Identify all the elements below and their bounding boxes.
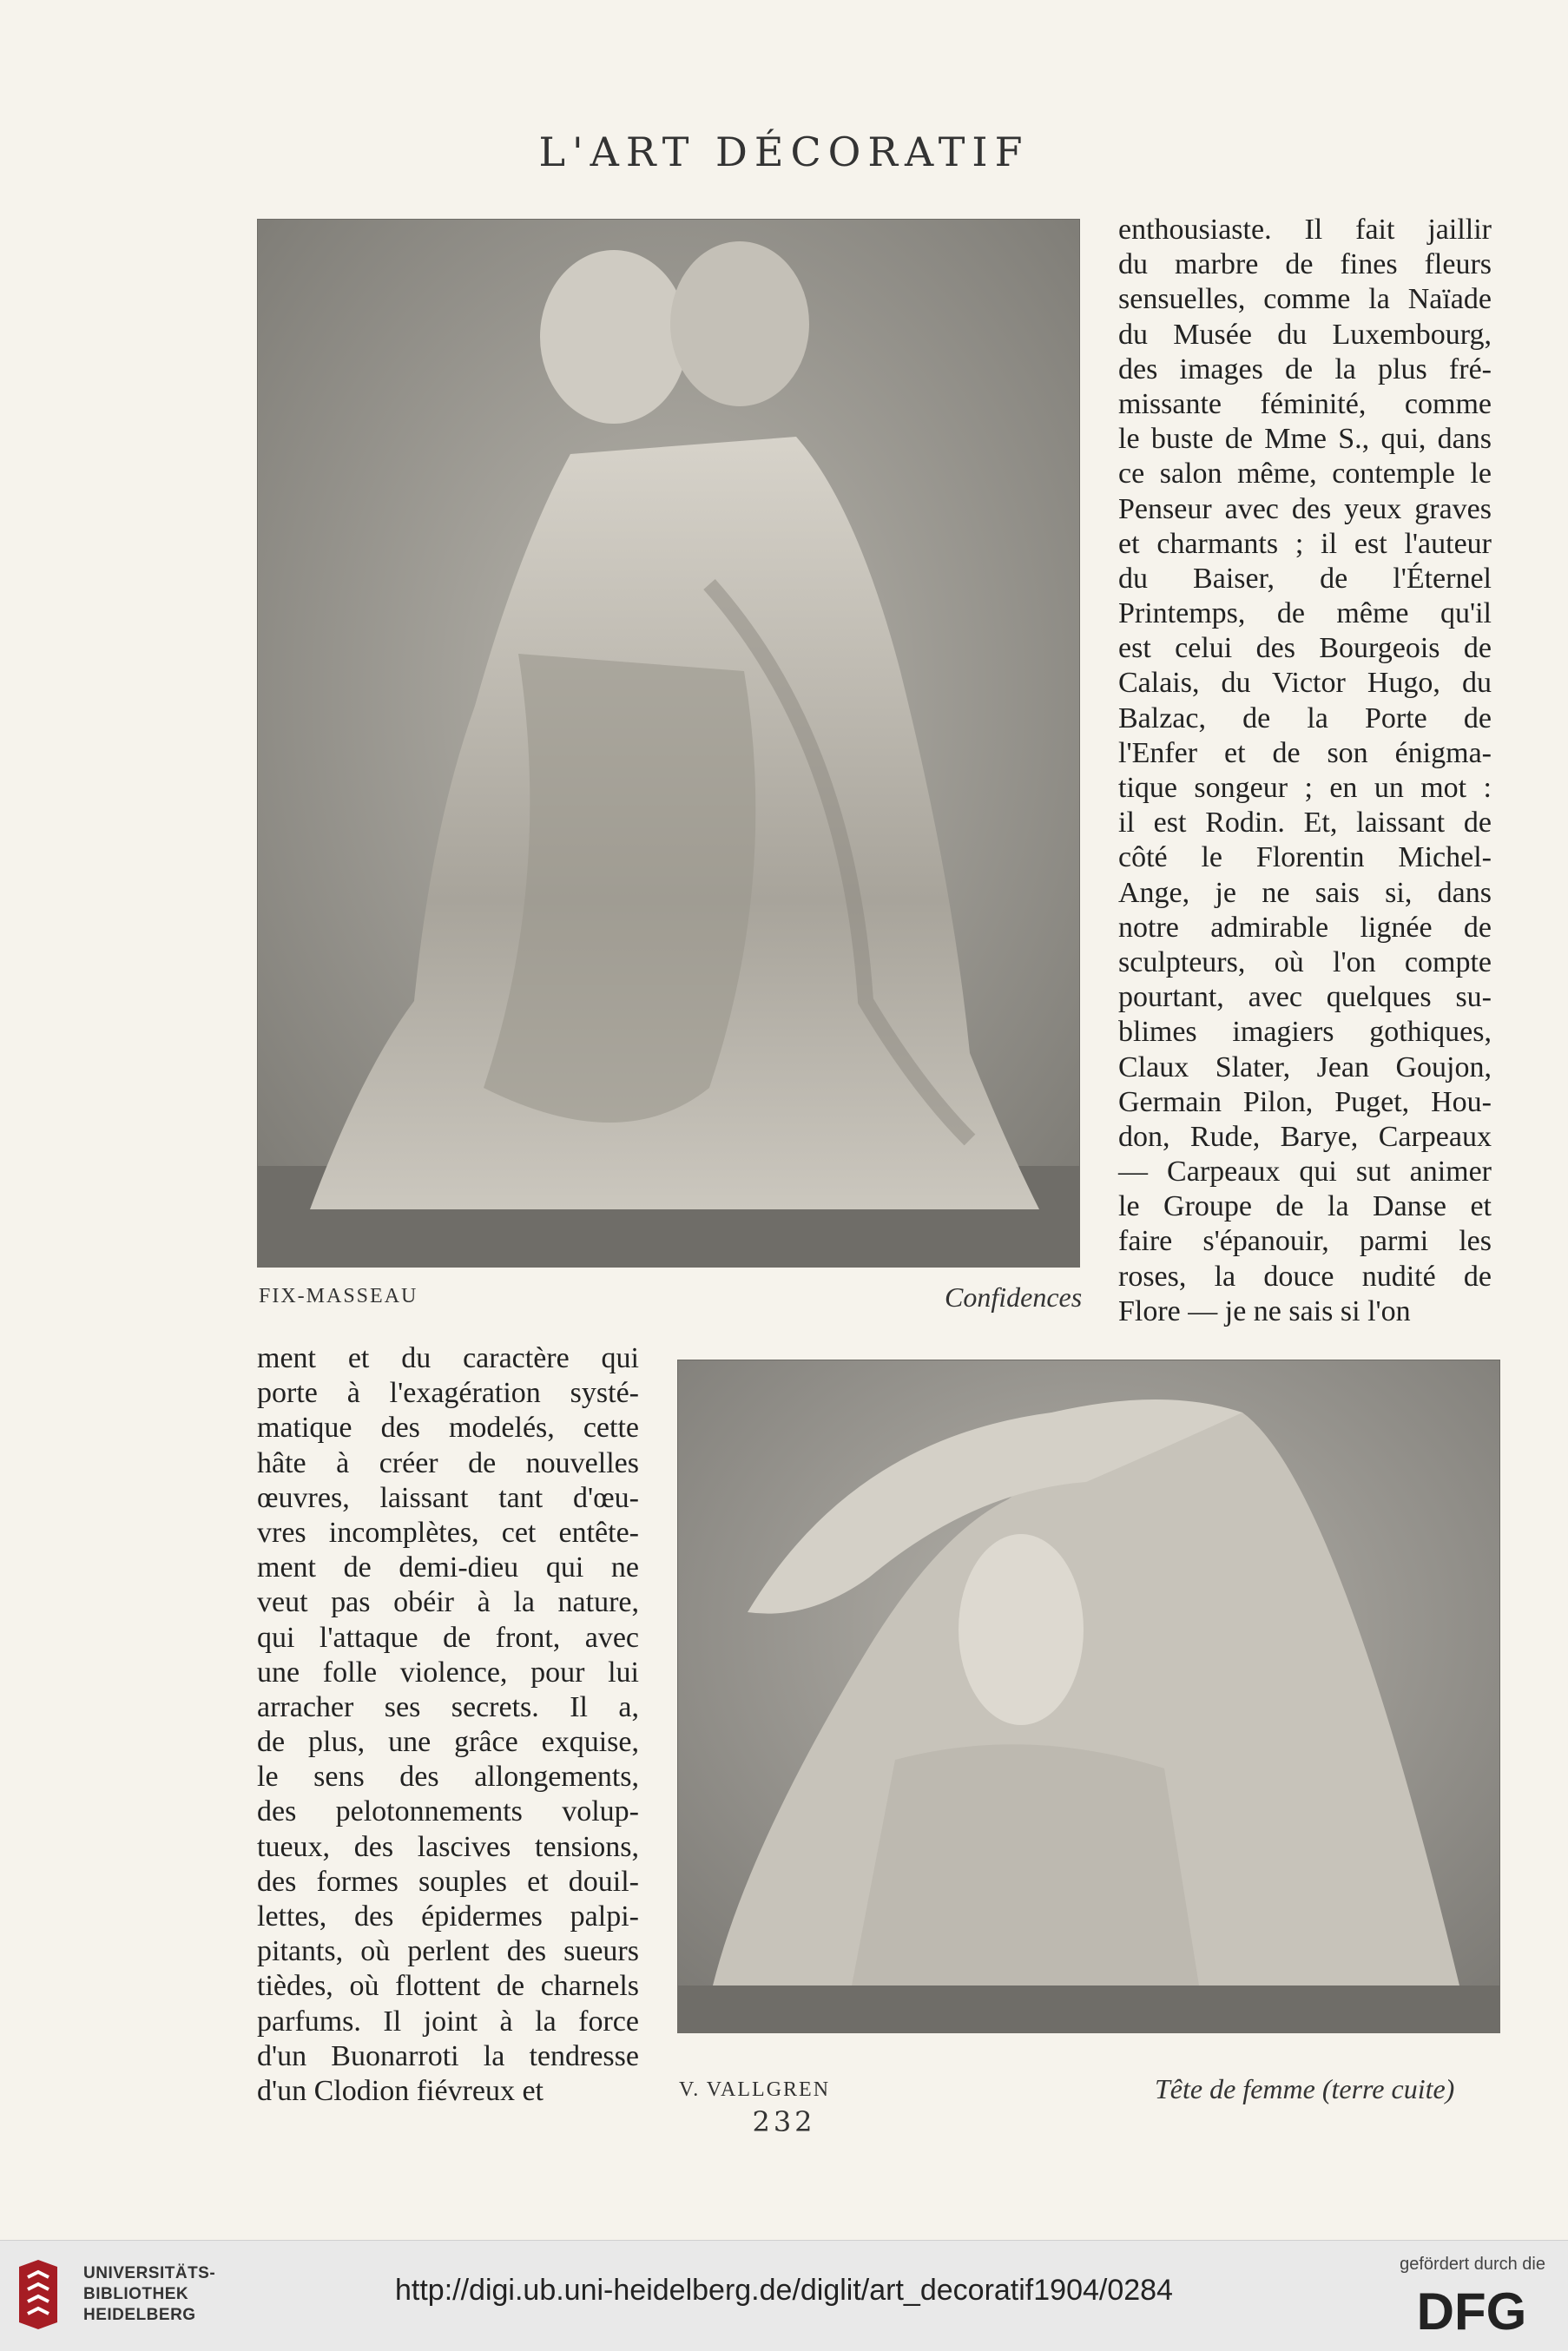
text-line: faire s'épanouir, parmi les: [1118, 1225, 1492, 1258]
text-line: Flore — je ne sais si l'on: [1118, 1294, 1411, 1327]
text-line: Penseur avec des yeux graves: [1118, 492, 1492, 525]
text-line: des pelotonnements volup-: [257, 1795, 639, 1828]
text-line: Printemps, de même qu'il: [1118, 597, 1492, 630]
text-line: une folle violence, pour lui: [257, 1656, 639, 1689]
text-line: il est Rodin. Et, laissant de: [1118, 807, 1492, 840]
text-line: le Groupe de la Danse et: [1118, 1190, 1492, 1223]
text-line: pitants, où perlent des sueurs: [257, 1935, 639, 1968]
text-column-right: [1118, 213, 1492, 1329]
text-line: du Baiser, de l'Éternel: [1118, 562, 1492, 595]
text-line: arracher ses secrets. Il a,: [257, 1690, 639, 1723]
figure-1-title: Confidences: [945, 1281, 1083, 1313]
dfg-logo-icon: [1398, 2282, 1545, 2338]
text-line: enthousiaste. Il fait jaillir: [1118, 214, 1492, 246]
funder-text: gefördert durch die: [1400, 2255, 1545, 2274]
text-line: blimes imagiers gothiques,: [1118, 1016, 1492, 1049]
text-line: d'un Clodion fiévreux et: [257, 2074, 544, 2107]
text-line: tièdes, où flottent de charnels: [257, 1970, 639, 2003]
text-line: du Musée du Luxembourg,: [1118, 318, 1492, 351]
text-line: d'un Buonarroti la tendresse: [257, 2039, 639, 2072]
source-url[interactable]: http://digi.ub.uni-heidelberg.de/diglit/art_decoratif1904/0284: [395, 2274, 1173, 2307]
text-line: de plus, une grâce exquise,: [257, 1726, 639, 1759]
text-line: l'Enfer et de son énigma-: [1118, 736, 1492, 769]
figure-2-title: Tête de femme (terre cuite): [1155, 2073, 1455, 2104]
text-line: est celui des Bourgeois de: [1118, 632, 1492, 665]
text-line: vres incomplètes, cet entête-: [257, 1516, 639, 1549]
text-line: côté le Florentin Michel-: [1118, 841, 1492, 874]
sculpture-photo-tete-de-femme: [677, 1360, 1500, 2033]
text-line: missante féminité, comme: [1118, 387, 1492, 420]
footer-bar: [0, 2240, 1568, 2351]
text-line: veut pas obéir à la nature,: [257, 1586, 639, 1619]
text-line: et charmants ; il est l'auteur: [1118, 527, 1492, 560]
text-line: Balzac, de la Porte de: [1118, 701, 1492, 734]
text-line: ment de demi-dieu qui ne: [257, 1551, 639, 1584]
text-line: notre admirable lignée de: [1118, 911, 1492, 944]
text-line: des formes souples et douil-: [257, 1865, 639, 1898]
text-line: Ange, je ne sais si, dans: [1118, 876, 1492, 909]
library-name-line: BIBLIOTHEK: [83, 2285, 189, 2303]
sculpture-photo-confidences: [257, 219, 1080, 1268]
text-line: tique songeur ; en un mot :: [1118, 772, 1492, 804]
text-line: ce salon même, contemple le: [1118, 458, 1492, 491]
text-line: matique des modelés, cette: [257, 1412, 639, 1445]
text-line: hâte à créer de nouvelles: [257, 1446, 639, 1479]
dfg-logo-text: DFG: [1416, 2282, 1527, 2338]
library-name-line: UNIVERSITÄTS-: [83, 2264, 216, 2282]
text-line: parfums. Il joint à la force: [257, 2005, 639, 2038]
text-line: œuvres, laissant tant d'œu-: [257, 1481, 639, 1514]
library-name-line: HEIDELBERG: [83, 2306, 196, 2324]
text-line: des images de la plus fré-: [1118, 352, 1492, 385]
text-line: lettes, des épidermes palpi-: [257, 1900, 639, 1933]
text-line: le buste de Mme S., qui, dans: [1118, 423, 1492, 456]
text-line: sensuelles, comme la Naïade: [1118, 283, 1492, 316]
figure-1-artist: FIX-MASSEAU: [259, 1285, 418, 1307]
text-line: porte à l'exagération systé-: [257, 1377, 639, 1410]
text-line: qui l'attaque de front, avec: [257, 1621, 639, 1654]
text-line: roses, la douce nudité de: [1118, 1260, 1492, 1293]
running-head: L'ART DÉCORATIF: [538, 128, 1030, 175]
text-line: sculpteurs, où l'on compte: [1118, 945, 1492, 978]
text-line: Claux Slater, Jean Goujon,: [1118, 1050, 1492, 1083]
text-line: ment et du caractère qui: [257, 1342, 639, 1374]
text-line: pourtant, avec quelques su-: [1118, 981, 1492, 1014]
text-line: don, Rude, Barye, Carpeaux: [1118, 1120, 1492, 1153]
text-line: — Carpeaux qui sut animer: [1118, 1156, 1492, 1189]
text-line: Germain Pilon, Puget, Hou-: [1118, 1085, 1492, 1118]
text-line: tueux, des lascives tensions,: [257, 1830, 639, 1863]
text-line: du marbre de fines fleurs: [1118, 248, 1492, 281]
text-line: le sens des allongements,: [257, 1761, 639, 1794]
page-number: 232: [752, 2105, 816, 2138]
figure-2-artist: V. VALLGREN: [679, 2078, 831, 2101]
text-column-left: [257, 1341, 639, 2109]
text-line: Calais, du Victor Hugo, du: [1118, 667, 1492, 700]
